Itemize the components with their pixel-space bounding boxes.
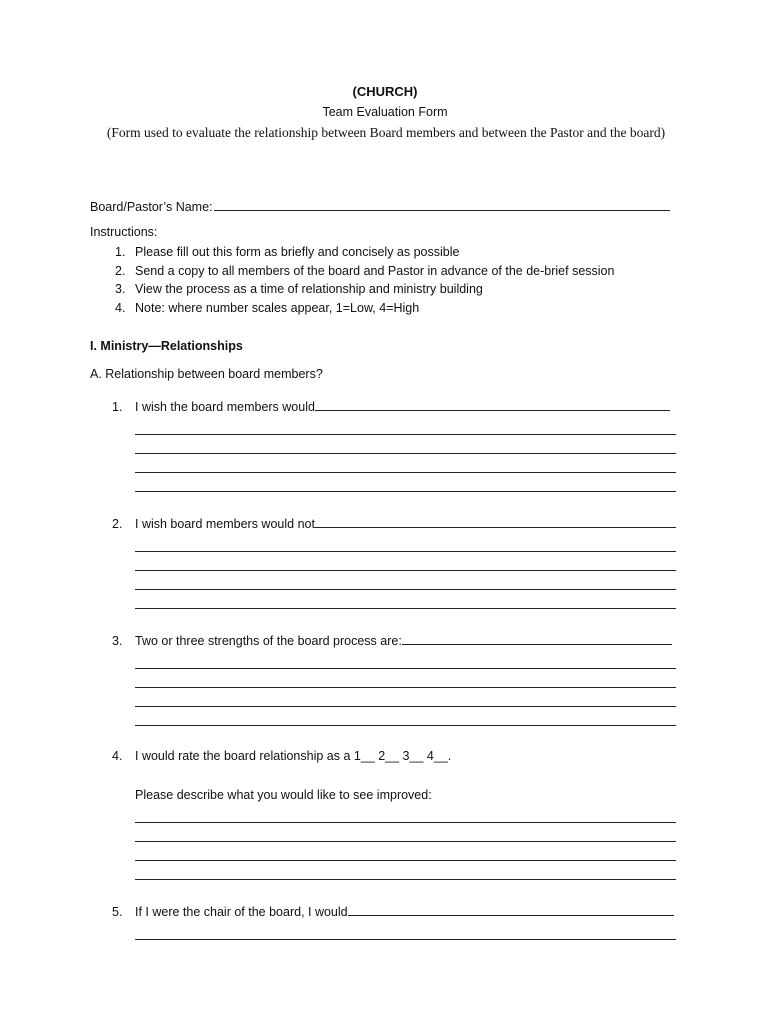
section-heading: I. Ministry—Relationships: [90, 339, 243, 353]
answer-line[interactable]: [135, 688, 676, 707]
answer-line[interactable]: [135, 454, 676, 473]
question-text: If I were the chair of the board, I would: [135, 905, 348, 919]
instruction-text: Note: where number scales appear, 1=Low, 4=High: [135, 301, 420, 316]
rating-scale-text[interactable]: I would rate the board relationship as a 1__ 2__ 3__ 4__.: [135, 749, 452, 763]
answer-line[interactable]: [315, 515, 676, 528]
instruction-item: [90, 299, 690, 318]
instruction-text: View the process as a time of relationship and ministry building: [135, 282, 483, 297]
instruction-item: [90, 262, 690, 281]
question-number: 2.: [112, 517, 123, 531]
instruction-item: [90, 243, 690, 262]
answer-line[interactable]: [135, 533, 676, 552]
question-text: Two or three strengths of the board process are:: [135, 634, 402, 648]
answer-line[interactable]: [135, 650, 676, 669]
question-2: [90, 515, 676, 609]
answer-line[interactable]: [135, 861, 676, 880]
church-title: (CHURCH): [352, 84, 418, 99]
instruction-item: [90, 280, 690, 299]
answer-line[interactable]: [348, 903, 674, 916]
question-number: 4.: [112, 749, 123, 763]
answer-line[interactable]: [402, 632, 672, 645]
answer-line[interactable]: [135, 823, 676, 842]
instruction-text: Please fill out this form as briefly and concisely as possible: [135, 245, 460, 260]
answer-line[interactable]: [135, 921, 676, 940]
name-field-row: [90, 198, 670, 214]
answer-line[interactable]: [135, 473, 676, 492]
instruction-number: 1.: [115, 245, 126, 260]
improvement-prompt: Please describe what you would like to see improved:: [135, 788, 432, 802]
question-text: I wish board members would not: [135, 517, 315, 531]
question-number: 5.: [112, 905, 123, 919]
question-number: 3.: [112, 634, 123, 648]
form-title: Team Evaluation Form: [322, 105, 448, 119]
name-field-input[interactable]: [214, 198, 670, 211]
instructions-label: Instructions:: [90, 225, 158, 239]
answer-line[interactable]: [135, 552, 676, 571]
answer-line[interactable]: [315, 398, 670, 411]
answer-line[interactable]: [135, 707, 676, 726]
instruction-text: Send a copy to all members of the board and Pastor in advance of the de-brief session: [135, 263, 615, 278]
form-subtitle: (Form used to evaluate the relationship between Board members and between the Pastor and the board): [106, 125, 666, 140]
answer-line[interactable]: [135, 571, 676, 590]
instructions-list: [90, 243, 690, 317]
name-field-label: Board/Pastor’s Name:: [90, 200, 213, 214]
instruction-number: 3.: [115, 282, 126, 297]
answer-line[interactable]: [135, 804, 676, 823]
section-subheading: A. Relationship between board members?: [90, 367, 323, 381]
question-4: [90, 749, 676, 880]
answer-line[interactable]: [135, 842, 676, 861]
question-3: [90, 632, 676, 726]
answer-line[interactable]: [135, 435, 676, 454]
answer-line[interactable]: [135, 590, 676, 609]
question-number: 1.: [112, 400, 123, 414]
answer-line[interactable]: [135, 669, 676, 688]
question-text: I wish the board members would: [135, 400, 315, 414]
question-5: [90, 903, 676, 940]
instruction-number: 4.: [115, 301, 126, 316]
instruction-number: 2.: [115, 263, 126, 278]
answer-line[interactable]: [135, 416, 676, 435]
question-1: [90, 398, 676, 492]
